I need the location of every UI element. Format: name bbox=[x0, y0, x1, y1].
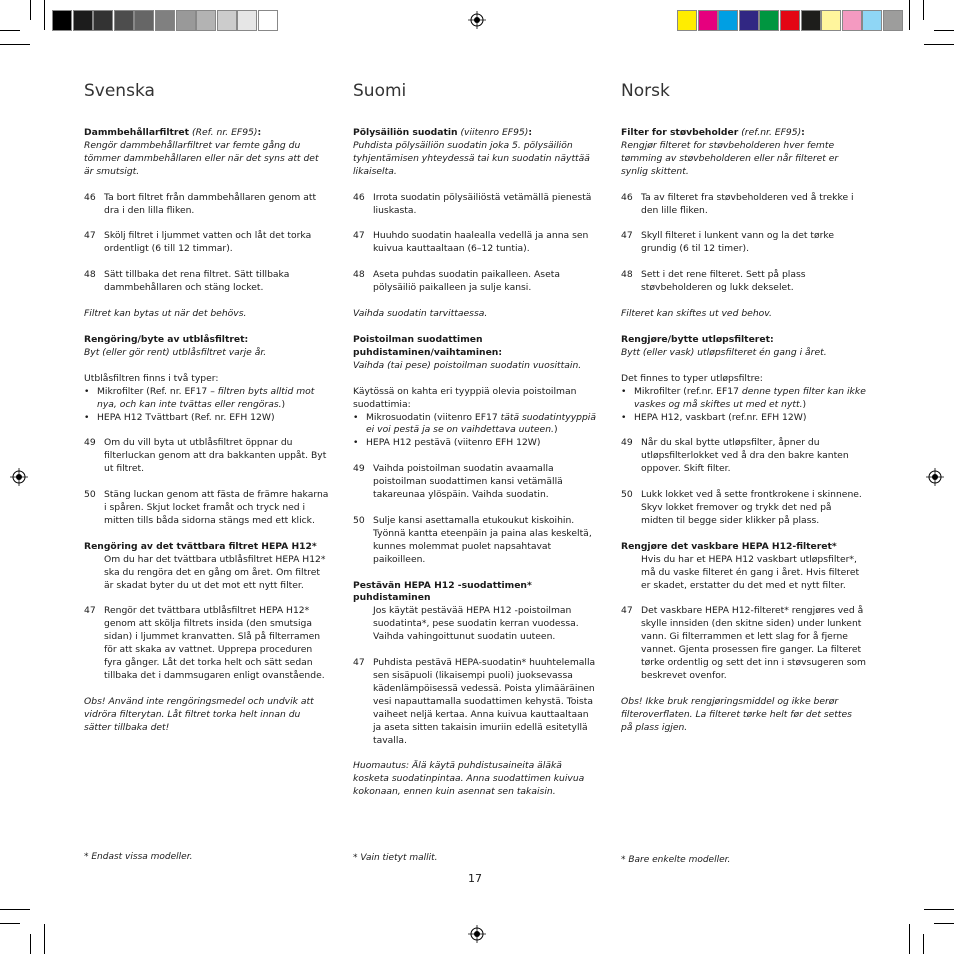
section-heading: Rengöring av det tvättbara filtret HEPA H12* bbox=[84, 540, 317, 552]
section-heading: Pölysäiliön suodatin (viitenro EF95): bbox=[353, 127, 533, 138]
types-intro: Käytössä on kahta eri tyyppiä olevia poistoilman suodattimia: bbox=[353, 385, 577, 410]
color-swatch bbox=[698, 10, 718, 31]
section-heading: Poistoilman suodattimen puhdistaminen/vaihtaminen: bbox=[353, 333, 503, 358]
section-heading: Rengjøre/bytte utløpsfilteret: bbox=[621, 333, 774, 345]
step-item: 47 Puhdista pestävä HEPA-suodatin* huuhtelemalla sen sisäpuoli (likaisempi puoli) juoksevassa kädenlämpöisessä vedessä. Poista ylimääräinen vesi napauttamalla suodattimen kehystä. Toista vaiheet neljä kertaa. Anna kuivua kauttaaltaan ja aseta sitten takaisin imuriin edellä esitetyllä tavalla. bbox=[353, 657, 596, 746]
column-title: Norsk bbox=[621, 81, 670, 101]
note: Vaihda suodatin tarvittaessa. bbox=[353, 308, 488, 320]
step-item: 46 Ta av filteret fra støvbeholderen ved å trekke i den lille fliken. bbox=[621, 191, 854, 216]
bullet-item: • HEPA H12 Tvättbart (Ref. nr. EFH 12W) bbox=[84, 411, 275, 423]
footnote-svenska: * Endast vissa modeller. bbox=[84, 852, 193, 862]
step-item: 47 Det vaskbare HEPA H12-filteret* rengjøres ved å skylle innsiden (den skitne siden) under lunkent vann. Gi filterrammen et lett slag for å fjerne vannet. Gjenta prosessen fire ganger. La filteret tørke ordentlig og sett det inn i støvsugeren som beskrevet ovenfor. bbox=[621, 605, 866, 681]
step-item: 50 Sulje kansi asettamalla etukoukut kiskoihin. Työnnä kantta eteenpäin ja paina alas keskeltä, kunnes molemmat puolet napsahtavat paikoilleen. bbox=[353, 514, 592, 565]
color-swatch bbox=[93, 10, 113, 31]
color-swatch bbox=[217, 10, 237, 31]
step-item: 47 Rengör det tvättbara utblåsfiltret HEPA H12* genom att skölja filtrets insida (den smutsiga sidan) i ljummet kranvatten. Slå på filterramen för att skaka av vattnet. Upprepa proceduren fyra gånger. Låt det torka helt och sätt sedan tillbaka det i dammsugaren enligt ovanstående. bbox=[84, 605, 325, 681]
caution-note: Obs! Använd inte rengöringsmedel och undvik att vidröra filterytan. Låt filtret torka helt innan du sätter tillbaka det! bbox=[84, 695, 314, 733]
registration-mark-icon bbox=[926, 468, 944, 486]
crop-mark bbox=[0, 30, 20, 31]
section-subtitle: Vaihda (tai pese) poistoilman suodatin vuosittain. bbox=[353, 359, 582, 371]
section-subtitle: Byt (eller gör rent) utblåsfiltret varje år. bbox=[84, 346, 267, 358]
step-item: 48 Aseta puhdas suodatin paikalleen. Aseta pölysäiliö paikalleen ja sulje kansi. bbox=[353, 269, 560, 294]
step-item: 50 Lukk lokket ved å sette frontkrokene i skinnene. Skyv lokket fremover og trykk det ned på midten til begge sider klikker på plass. bbox=[621, 489, 862, 526]
step-item: 47 Skyll filteret i lunkent vann og la det tørke grundig (6 til 12 timer). bbox=[621, 230, 835, 255]
step-item: 48 Sett i det rene filteret. Sett på plass støvbeholderen og lukk dekselet. bbox=[621, 269, 806, 294]
crop-mark bbox=[934, 923, 954, 924]
crop-mark bbox=[0, 923, 20, 924]
caution-note: Obs! Ikke bruk rengjøringsmiddel og ikke berør filteroverflaten. La filteret tørke helt før det settes på plass igjen. bbox=[621, 695, 852, 733]
color-swatch bbox=[862, 10, 882, 31]
note: Filteret kan skiftes ut ved behov. bbox=[621, 308, 772, 320]
page-number: 17 bbox=[468, 872, 482, 885]
registration-mark-icon bbox=[10, 468, 28, 486]
crop-mark bbox=[0, 909, 30, 910]
step-item: 48 Sätt tillbaka det rena filtret. Sätt tillbaka dammbehållaren och stäng locket. bbox=[84, 269, 290, 294]
section-heading: Filter for støvbeholder (ref.nr. EF95): bbox=[621, 127, 805, 138]
crop-mark bbox=[934, 30, 954, 31]
section-subtitle: Rengjør filteret for støvbeholderen hver femte tømming av støvbeholderen eller når filteret er synlig skittent. bbox=[621, 139, 839, 177]
paragraph: Om du har det tvättbara utblåsfiltret HEPA H12* ska du rengöra det en gång om året. Om filtret är skadat byter du ut det mot ett nytt filter. bbox=[104, 553, 326, 591]
crop-mark bbox=[30, 0, 31, 20]
footnote-norsk: * Bare enkelte modeller. bbox=[621, 855, 731, 865]
types-intro: Det finnes to typer utløpsfiltre: bbox=[621, 372, 763, 384]
caution-note: Huomautus: Älä käytä puhdistusaineita äläkä kosketa suodatinpintaa. Anna suodattimen kuivua kokonaan, ennen kuin asennat sen takaisin. bbox=[353, 760, 585, 798]
note: Filtret kan bytas ut när det behövs. bbox=[84, 308, 247, 320]
bullet-item: • Mikrofilter (Ref. nr. EF17 – filtren byts alltid mot nya, och kan inte tvättas eller rengöras.) bbox=[84, 385, 315, 410]
color-swatch bbox=[759, 10, 779, 31]
color-swatch bbox=[780, 10, 800, 31]
bullet-item: • HEPA H12, vaskbart (ref.nr. EFH 12W) bbox=[621, 411, 807, 423]
crop-mark bbox=[44, 0, 45, 30]
color-swatch bbox=[739, 10, 759, 31]
crop-mark bbox=[909, 0, 910, 30]
color-swatch bbox=[73, 10, 93, 31]
step-item: 49 Vaihda poistoilman suodatin avaamalla poistoilman suodattimen kansi vetämällä takareunaa ylöspäin. Vaihda suodatin. bbox=[353, 463, 563, 501]
bullet-item: • HEPA H12 pestävä (viitenro EFH 12W) bbox=[353, 437, 541, 449]
color-swatch bbox=[52, 10, 72, 31]
step-item: 50 Stäng luckan genom att fästa de främre hakarna i spåren. Skjut locket framåt och tryck ned i mitten tills båda sidorna stängs med ett klick. bbox=[84, 489, 329, 526]
step-item: 46 Ta bort filtret från dammbehållaren genom att dra i den lilla fliken. bbox=[84, 191, 317, 216]
color-swatch bbox=[718, 10, 738, 31]
color-swatch bbox=[677, 10, 697, 31]
color-swatch bbox=[196, 10, 216, 31]
footnote-suomi: * Vain tietyt mallit. bbox=[353, 853, 438, 863]
step-item: 46 Irrota suodatin pölysäiliöstä vetämällä pienestä liuskasta. bbox=[353, 191, 592, 216]
crop-mark bbox=[924, 909, 954, 910]
bullet-item: • Mikrosuodatin (viitenro EF17 tätä suodatintyyppiä ei voi pestä ja se on vaihdettava uuteen.) bbox=[353, 411, 596, 436]
color-swatch bbox=[155, 10, 175, 31]
color-swatch bbox=[883, 10, 903, 31]
crop-mark bbox=[30, 934, 31, 954]
column-suomi bbox=[353, 80, 598, 812]
crop-mark bbox=[924, 44, 954, 45]
column-title: Suomi bbox=[353, 81, 407, 101]
color-swatch bbox=[176, 10, 196, 31]
crop-mark bbox=[0, 44, 30, 45]
section-subtitle: Puhdista pölysäiliön suodatin joka 5. pölysäiliön tyhjentämisen yhteydessä tai kun suodatin näyttää likaiselta. bbox=[353, 139, 590, 177]
types-intro: Utblåsfiltren finns i två typer: bbox=[84, 372, 219, 384]
color-swatch bbox=[801, 10, 821, 31]
step-item: 47 Huuhdo suodatin haalealla vedellä ja anna sen kuivua kauttaaltaan (6–12 tuntia). bbox=[353, 230, 589, 255]
color-swatch bbox=[134, 10, 154, 31]
column-norsk bbox=[621, 80, 866, 748]
column-title: Svenska bbox=[84, 81, 155, 101]
crop-mark bbox=[923, 934, 924, 954]
color-swatch bbox=[114, 10, 134, 31]
step-item: 49 Når du skal bytte utløpsfilter, åpner du utløpsfilterlokket ved å dra den bakre kanten oppover. Skift filter. bbox=[621, 437, 849, 475]
color-swatch bbox=[842, 10, 862, 31]
section-heading: Dammbehållarfiltret (Ref. nr. EF95): bbox=[84, 127, 262, 138]
section-heading: Rengjøre det vaskbare HEPA H12-filteret* bbox=[621, 540, 837, 552]
section-heading: Rengöring/byte av utblåsfiltret: bbox=[84, 333, 249, 345]
color-swatch bbox=[258, 10, 278, 31]
crop-mark bbox=[44, 924, 45, 954]
registration-mark-icon bbox=[468, 925, 486, 943]
crop-mark bbox=[923, 0, 924, 20]
section-subtitle: Bytt (eller vask) utløpsfilteret én gang i året. bbox=[621, 346, 827, 358]
section-subtitle: Rengör dammbehållarfiltret var femte gång du tömmer dammbehållaren eller när det syns att det är smutsigt. bbox=[84, 139, 319, 177]
color-swatch bbox=[821, 10, 841, 31]
bullet-item: • Mikrofilter (ref.nr. EF17 denne typen filter kan ikke vaskes og må skiftes ut med et nytt.) bbox=[621, 385, 866, 410]
registration-mark-icon bbox=[468, 11, 486, 29]
column-svenska bbox=[84, 80, 329, 748]
step-item: 49 Om du vill byta ut utblåsfiltret öppnar du filterluckan genom att dra bakkanten uppåt. Byt ut filtret. bbox=[84, 437, 327, 475]
step-item: 47 Skölj filtret i ljummet vatten och låt det torka ordentligt (6 till 12 timmar). bbox=[84, 230, 312, 255]
crop-mark bbox=[909, 924, 910, 954]
paragraph: Jos käytät pestävää HEPA H12 -poistoilman suodatinta*, pese suodatin kerran vuodessa. Vaihda vahingoittunut suodatin uuteen. bbox=[373, 605, 579, 643]
color-swatch bbox=[237, 10, 257, 31]
section-heading: Pestävän HEPA H12 -suodattimen* puhdistaminen bbox=[353, 579, 532, 604]
paragraph: Hvis du har et HEPA H12 vaskbart utløpsfilter*, må du vaske filteret én gang i året. Hvis filteret er skadet, erstatter du det med et nytt filter. bbox=[641, 553, 860, 591]
